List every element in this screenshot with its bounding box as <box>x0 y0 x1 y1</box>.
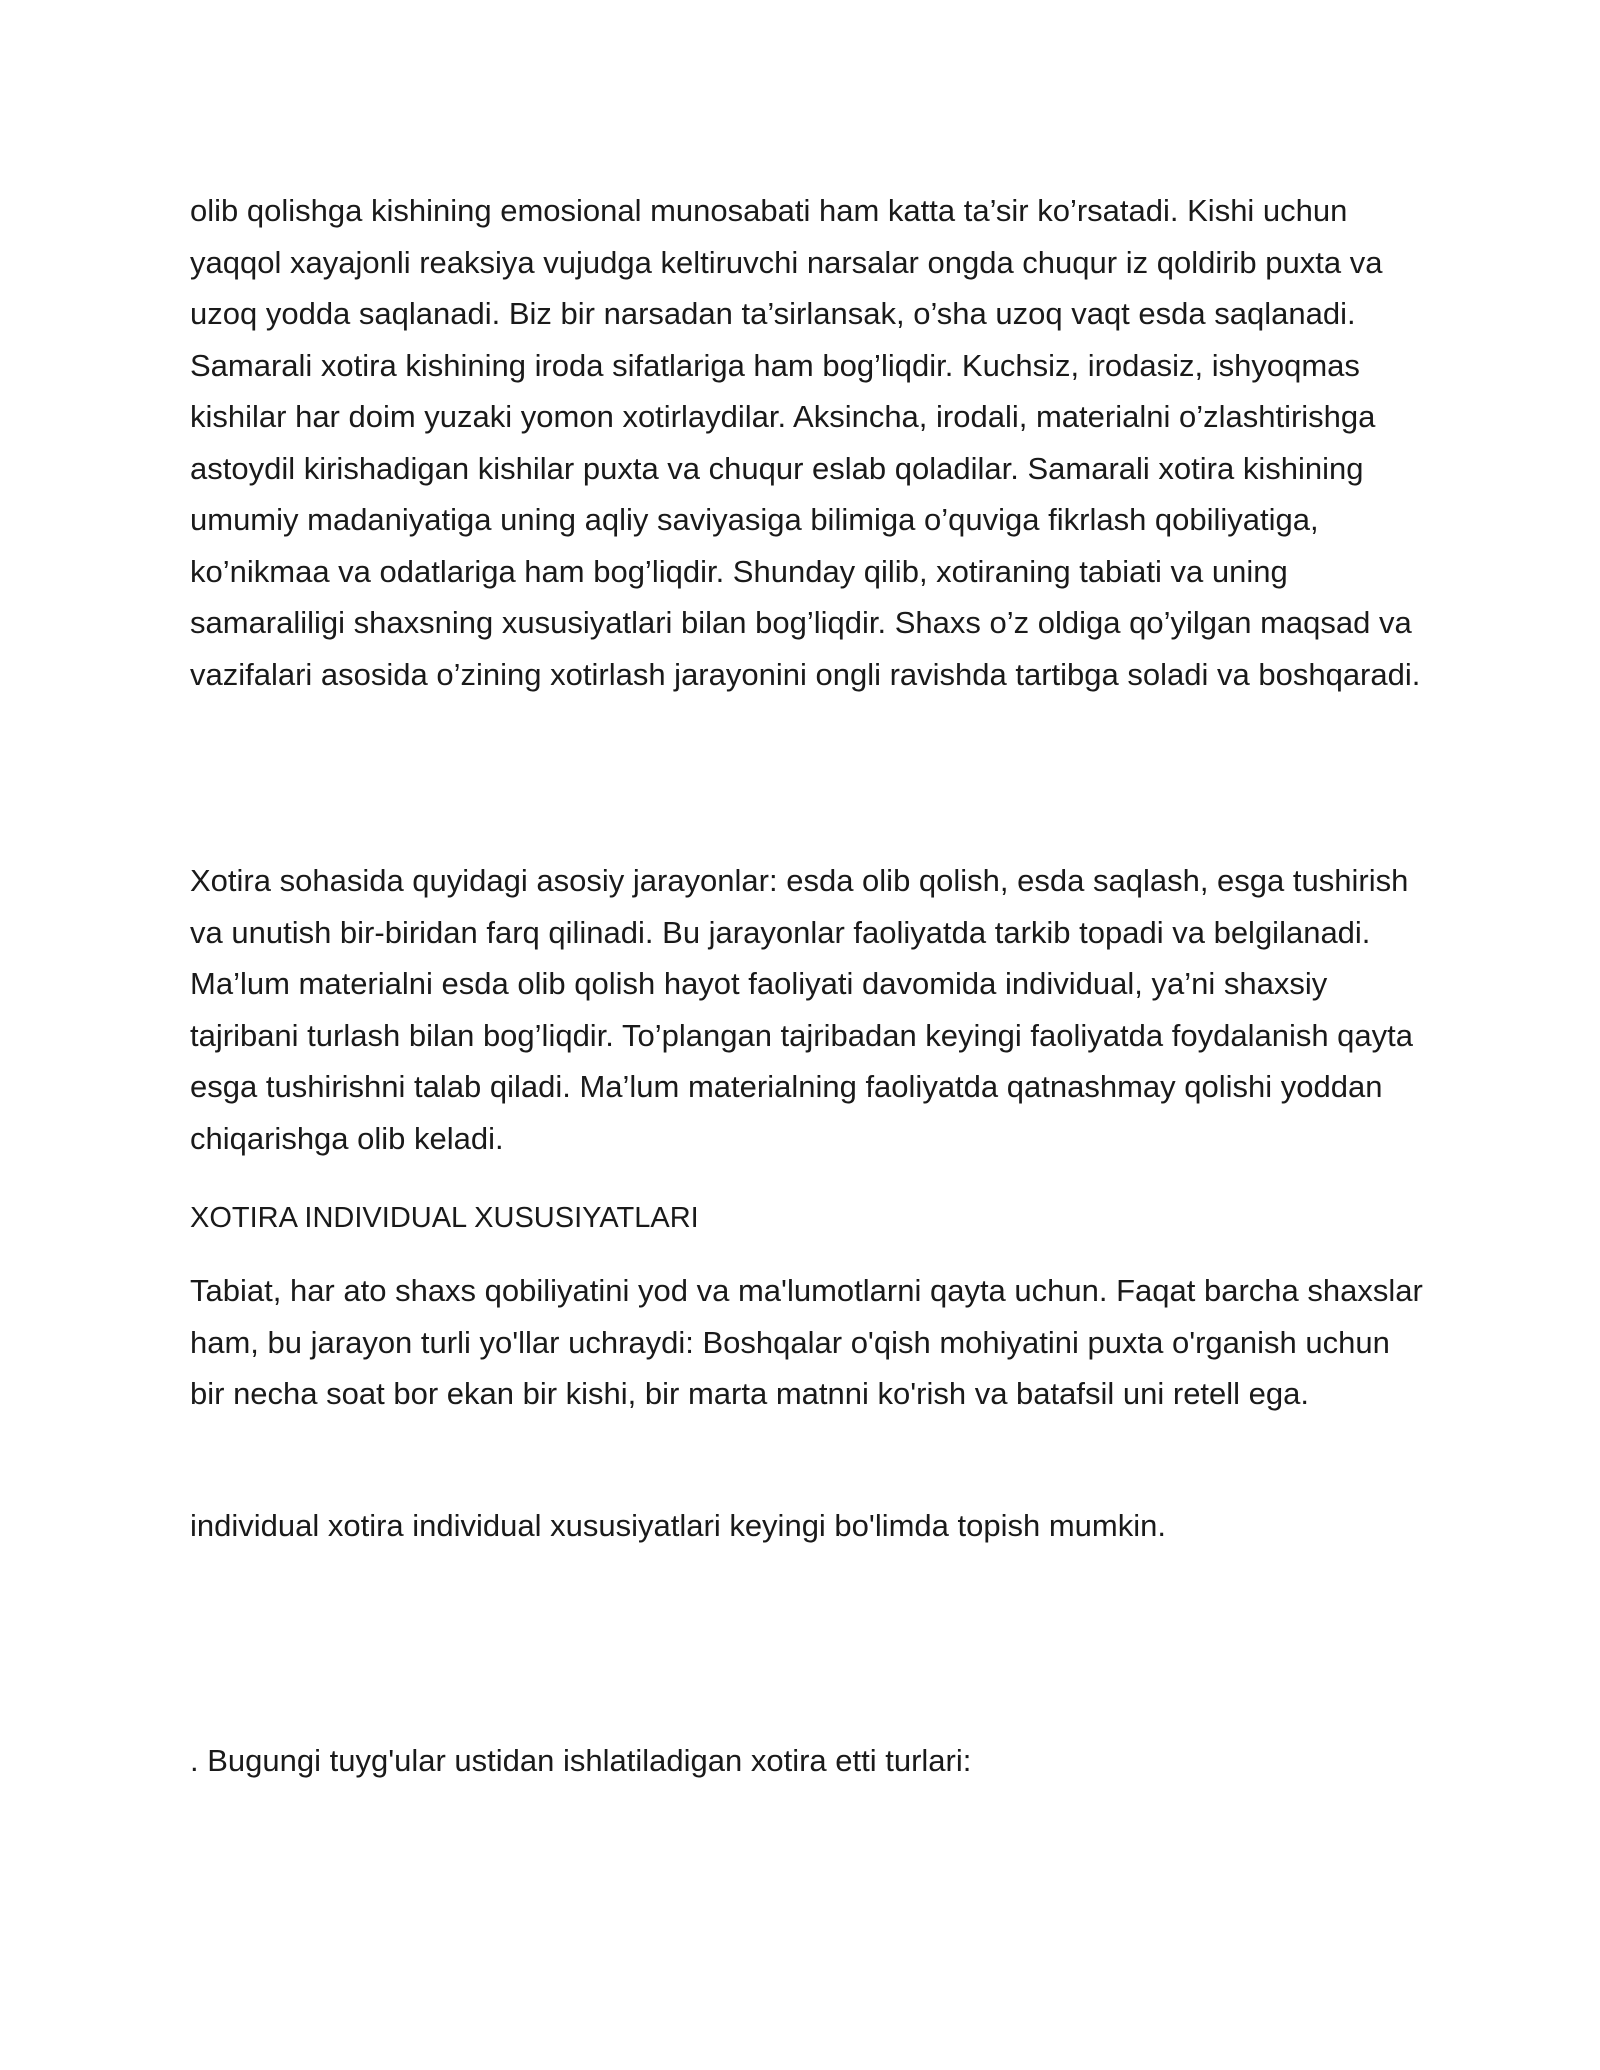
section-heading: XOTIRA INDIVIDUAL XUSUSIYATLARI <box>190 1202 699 1234</box>
paragraph-memory-processes: Xotira sohasida quyidagi asosiy jarayonlar: esda olib qolish, esda saqlash, esga tushirish va unutish bir-biridan farq qilinadi. Bu jarayonlar faoliyatda tarkib topadi va belgilanadi. Ma’lum materialni esda olib qolish hayot faoliyati davomida individual, ya’ni shaxsiy tajribani turlash bilan bog’liqdir. To’plangan tajribadan keyingi faoliyatda foydalanish qayta esga tushirishni talab qiladi. Ma’lum materialning faoliyatda qatnashmay qolishi yoddan chiqarishga olib keladi. <box>190 863 1414 1156</box>
paragraph-memory-types: . Bugungi tuyg'ular ustidan ishlatiladigan xotira etti turlari: <box>190 1743 972 1778</box>
paragraph-memory-emotion: olib qolishga kishining emosional munosabati ham katta ta’sir ko’rsatadi. Kishi uchun yaqqol xayajonli reaksiya vujudga keltiruvchi narsalar ongda chuqur iz qoldirib puxta va uzoq yodda saqlanadi. Biz bir narsadan ta’sirlansak, o’sha uzoq vaqt esda saqlanadi. Samarali xotira kishining iroda sifatlariga ham bog’liqdir. Kuchsiz, irodasiz, ishyoqmas kishilar har doim yuzaki yomon xotirlaydilar. Aksincha, irodali, materialni o’zlashtirishga astoydil kirishadigan kishilar puxta va chuqur eslab qoladilar. Samarali xotira kishining umumiy madaniyatiga uning aqliy saviyasiga bilimiga o’quviga fikrlash qobiliyatiga, ko’nikmaa va odatlariga ham bog’liqdir. Shunday qilib, xotiraning tabiati va uning samaraliligi shaxsning xususiyatlari bilan bog’liqdir. Shaxs o’z oldiga qo’yilgan maqsad va vazifalari asosida o’zining xotirlash jarayonini ongli ravishda tartibga soladi va boshqaradi. <box>190 193 1421 692</box>
paragraph-individual-abilities: Tabiat, har ato shaxs qobiliyatini yod va ma'lumotlarni qayta uchun. Faqat barcha shaxslar ham, bu jarayon turli yo'llar uchraydi: Boshqalar o'qish mohiyatini puxta o'rganish uchun bir necha soat bor ekan bir kishi, bir marta matnni ko'rish va batafsil uni retell ega. <box>190 1273 1423 1411</box>
paragraph-individual-features: individual xotira individual xususiyatlari keyingi bo'limda topish mumkin. <box>190 1508 1166 1543</box>
